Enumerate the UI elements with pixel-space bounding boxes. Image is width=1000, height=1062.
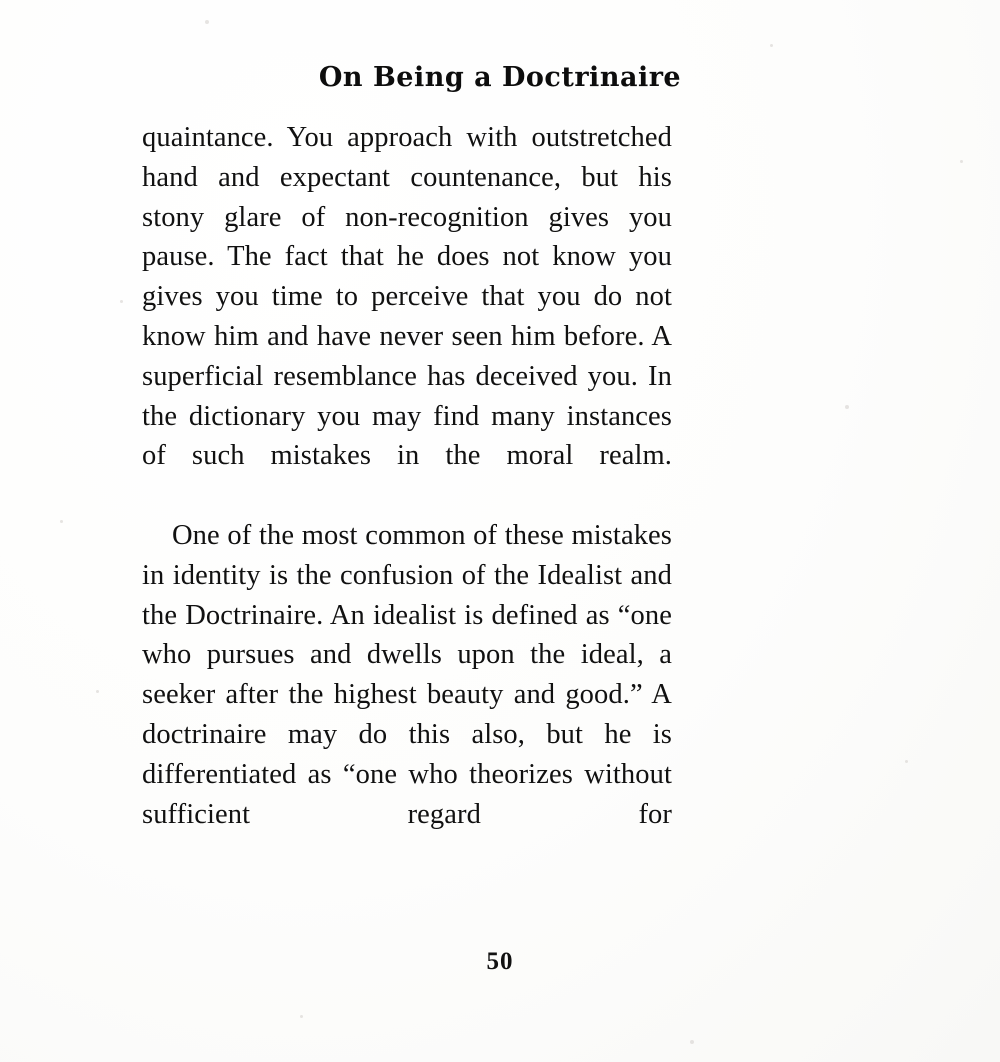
running-head [0,62,1000,93]
body-text-column [142,118,672,874]
page-number: 50 [486,948,514,975]
running-head-text: On Being a Doctrinaire [318,62,682,93]
paragraph-continued: quaintance. You approach with outstretched hand and expectant countenance, but his stony glare of non-recognition gives you pause. The fact that he does not know you gives you time to perceive that you do not know him and have never seen him before. A superficial resemblance has deceived you. In the dictionary you may find many instances of such mistakes in the moral realm. [142,122,672,472]
paragraph-two: One of the most common of these mistakes in identity is the confusion of the Idealist and the Doctrinaire. An idealist is defined as “one who pursues and dwells upon the ideal, a seeker after the highest beauty and good.” A doctrinaire may do this also, but he is differentiated as “one who theorizes without sufficient regard for [142,519,672,830]
